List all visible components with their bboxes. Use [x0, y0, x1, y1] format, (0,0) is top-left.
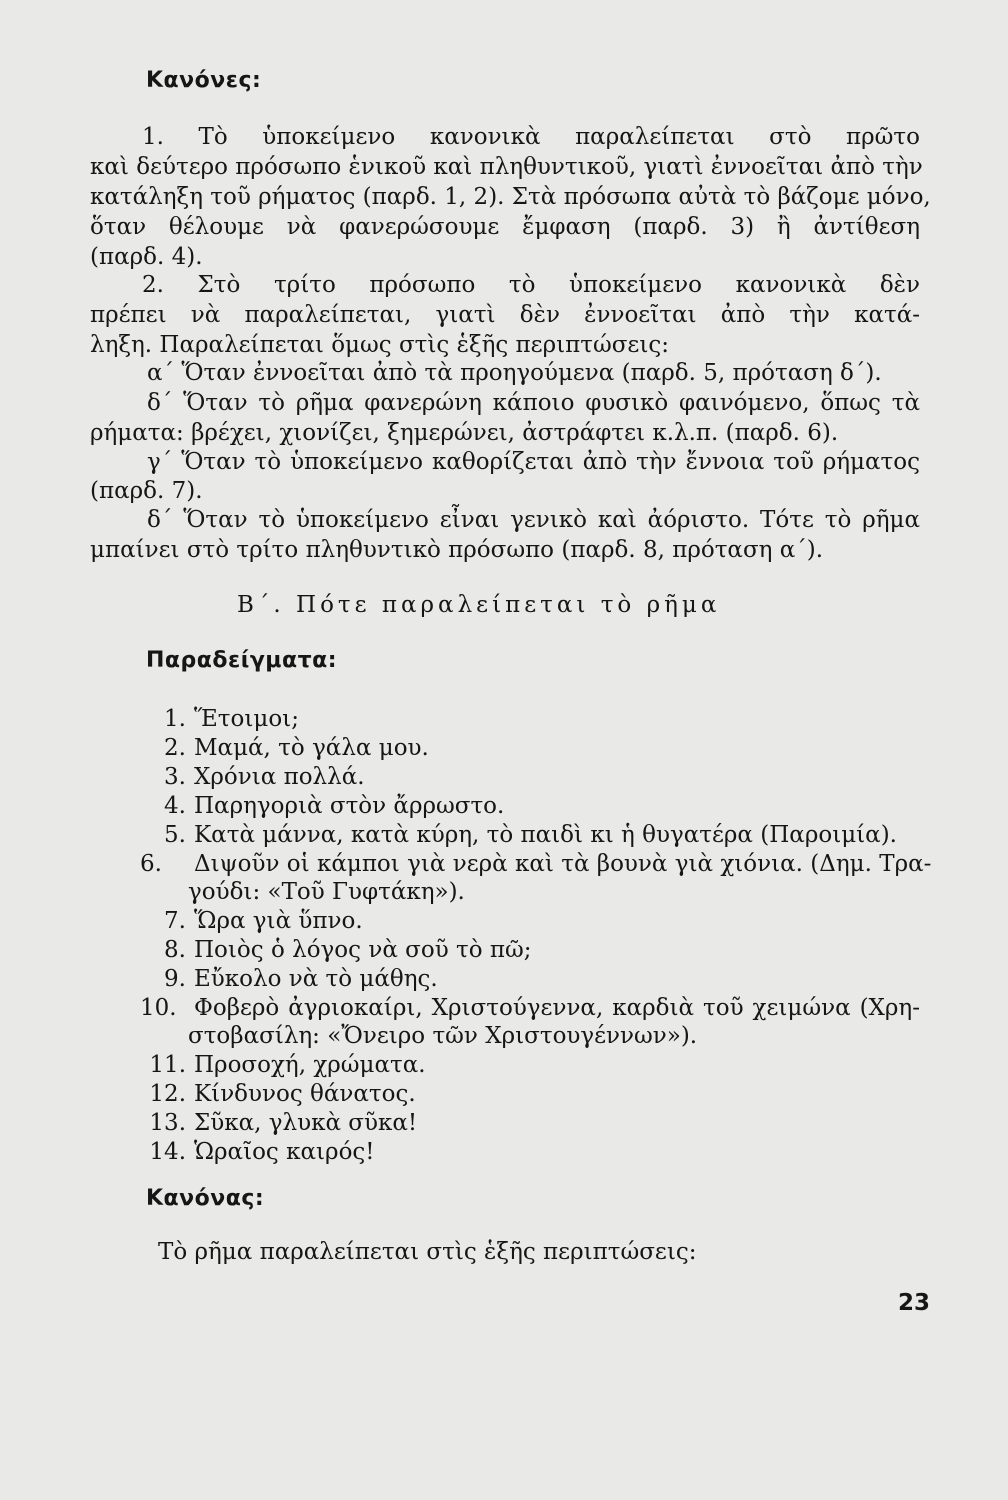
rule-line: 2. Στὸ τρίτο πρόσωπο τὸ ὑποκείμενο κανονικὰ δὲν — [142, 272, 920, 298]
rule-line: πρέπει νὰ παραλείπεται, γιατὶ δὲν ἐννοεῖται ἀπὸ τὴν κατά- — [90, 302, 920, 328]
examples-heading: Παραδείγματα: — [146, 648, 338, 673]
rule-line: ρήματα: βρέχει, χιονίζει, ξημερώνει, ἀστράφτει κ.λ.π. (παρδ. 6). — [90, 420, 839, 446]
rule-line: γ΄ Ὅταν τὸ ὑποκείμενο καθορίζεται ἀπὸ τὴν ἔννοια τοῦ ρήματος — [147, 449, 920, 475]
example-item: 13. Σῦκα, γλυκὰ σῦκα! — [149, 1110, 418, 1136]
rule-line: α΄ Ὅταν ἐννοεῖται ἀπὸ τὰ προηγούμενα (παρδ. 5, πρόταση δ΄). — [147, 360, 882, 386]
example-item: 8. Ποιὸς ὁ λόγος νὰ σοῦ τὸ πῶ; — [164, 937, 532, 963]
example-item: 11. Προσοχή, χρώματα. — [149, 1052, 426, 1078]
rule-line: δ΄ Ὅταν τὸ ὑποκείμενο εἶναι γενικὸ καὶ ἀόριστο. Τότε τὸ ρῆμα — [147, 507, 920, 533]
example-item: 10. Φοβερὸ ἀγριοκαίρι, Χριστούγεννα, καρδιὰ τοῦ χειμώνα (Χρη- — [140, 995, 920, 1021]
page-number: 23 — [898, 1290, 931, 1316]
example-item: 7. Ὥρα γιὰ ὕπνο. — [164, 908, 363, 934]
example-item: 6. Διψοῦν οἱ κάμποι γιὰ νερὰ καὶ τὰ βουνὰ γιὰ χιόνια. (Δημ. Τρα- — [140, 851, 932, 877]
example-item: 12. Κίνδυνος θάνατος. — [149, 1081, 416, 1107]
rule-heading: Κανόνας: — [146, 1186, 265, 1211]
rule-line: ὅταν θέλουμε νὰ φανερώσουμε ἔμφαση (παρδ. 3) ἢ ἀντίθεση — [90, 214, 920, 240]
rule-line: μπαίνει στὸ τρίτο πληθυντικὸ πρόσωπο (παρδ. 8, πρόταση α΄). — [90, 537, 824, 563]
rule-line: κατάληξη τοῦ ρήματος (παρδ. 1, 2). Στὰ πρόσωπα αὐτὰ τὸ βάζομε μόνο, — [90, 184, 931, 210]
example-item-continuation: γούδι: «Τοῦ Γυφτάκη»). — [188, 879, 465, 905]
example-item: 9. Εὔκολο νὰ τὸ μάθης. — [164, 966, 438, 992]
rule-line: (παρδ. 7). — [90, 478, 203, 504]
rule-line: καὶ δεύτερο πρόσωπο ἑνικοῦ καὶ πληθυντικοῦ, γιατὶ ἐννοεῖται ἀπὸ τὴν — [90, 154, 923, 180]
rule-line: Τὸ ρῆμα παραλείπεται στὶς ἑξῆς περιπτώσεις: — [158, 1239, 697, 1265]
example-item: 4. Παρηγοριὰ στὸν ἄρρωστο. — [164, 793, 505, 819]
example-item: 2. Μαμά, τὸ γάλα μου. — [164, 735, 429, 761]
rule-line: δ΄ Ὅταν τὸ ρῆμα φανερώνη κάποιο φυσικὸ φαινόμενο, ὅπως τὰ — [147, 390, 920, 416]
section-subtitle: Β΄. Πότε παραλείπεται τὸ ρῆμα — [237, 592, 721, 618]
rules-heading: Κανόνες: — [146, 68, 262, 93]
rule-line: ληξη. Παραλείπεται ὅμως στὶς ἑξῆς περιπτώσεις: — [90, 332, 669, 358]
example-item: 5. Κατὰ μάννα, κατὰ κύρη, τὸ παιδὶ κι ἡ θυγατέρα (Παροιμία). — [164, 822, 897, 848]
example-item: 3. Χρόνια πολλά. — [164, 764, 365, 790]
example-item: 1. Ἕτοιμοι; — [164, 706, 299, 732]
rule-line: (παρδ. 4). — [90, 244, 203, 270]
example-item: 14. Ὡραῖος καιρός! — [149, 1139, 375, 1165]
rule-line: 1. Τὸ ὑποκείμενο κανονικὰ παραλείπεται στὸ πρῶτο — [142, 124, 920, 150]
example-item-continuation: στοβασίλη: «Ὄνειρο τῶν Χριστουγέννων»). — [188, 1023, 698, 1049]
